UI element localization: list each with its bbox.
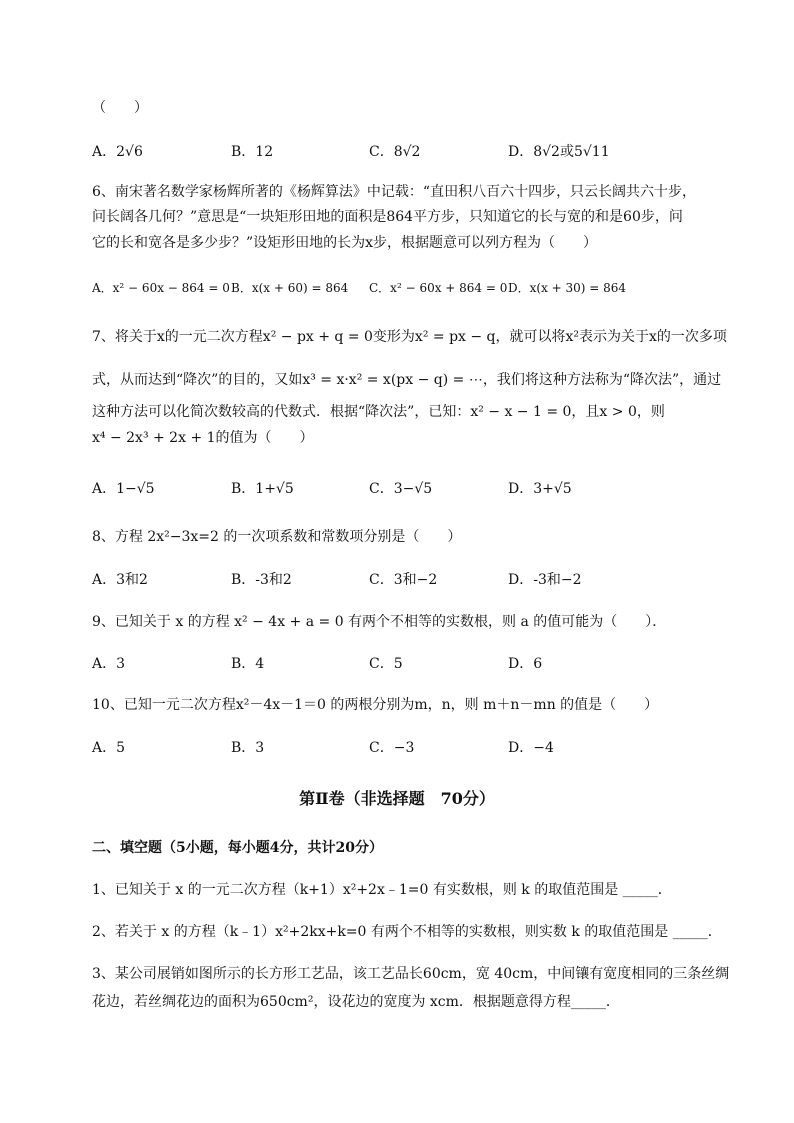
q7-text-line4: x⁴ − 2x³ + 2x + 1的值为（ ） [92,430,314,446]
fill-question-2: 2、若关于 x 的方程（k﹣1）x²+2kx+k=0 有两个不相等的实数根，则实数 k 的取值范围是 _____． [92,924,722,940]
q7-option-a[interactable]: A．1−√5 [92,481,155,497]
q6-text-line3: 它的长和宽各是多少步？”设矩形田地的长为x步，根据题意可以列方程为（ ） [92,235,598,251]
q10-text: 10、已知一元二次方程x²－4x－1＝0 的两根分别为m，n，则 m＋n－mn 的值是（ ） [92,697,659,713]
q9-option-d[interactable]: D．6 [508,656,543,672]
q9-text: 9、已知关于 x 的方程 x² − 4x + a = 0 有两个不相等的实数根，则 a 的值可能为（ ）． [92,614,667,630]
fill-question-3-line2: 花边，若丝绸花边的面积为650cm²，设花边的宽度为 xcm．根据题意得方程_____． [92,994,620,1010]
q10-option-b[interactable]: B．3 [231,740,265,756]
q10-option-d[interactable]: D．−4 [508,740,554,756]
q7-text-line3: 这种方法可以化简次数较高的代数式．根据“降次法”，已知：x² − x − 1 = 0，且x > 0，则 [92,404,665,420]
q9-option-a[interactable]: A．3 [92,656,126,672]
q6-option-b[interactable]: B．x(x + 60) = 864 [231,281,349,295]
q8-option-b[interactable]: B．-3和2 [231,572,292,588]
q8-option-a[interactable]: A．3和2 [92,572,148,588]
q8-option-d[interactable]: D．-3和−2 [508,572,582,588]
q10-option-c[interactable]: C．−3 [369,740,415,756]
q6-option-a[interactable]: A．x² − 60x − 864 = 0 [92,281,230,295]
q9-option-b[interactable]: B．4 [231,656,265,672]
q5-option-d[interactable]: D．8√2或5√11 [508,144,610,160]
q5-option-b[interactable]: B．12 [231,144,274,160]
q8-option-c[interactable]: C．3和−2 [369,572,438,588]
q6-option-c[interactable]: C．x² − 60x + 864 = 0 [369,281,508,295]
q9-option-c[interactable]: C．5 [369,656,403,672]
q6-text-line2: 问长阔各几何？”意思是“一块矩形田地的面积是864平方步，只知道它的长与宽的和是60步，问 [92,209,683,225]
q8-text: 8、方程 2x²−3x=2 的一次项系数和常数项分别是（ ） [92,529,462,545]
q10-option-a[interactable]: A．5 [92,740,126,756]
part2-title: 第Ⅱ卷（非选择题 70分） [299,789,495,808]
section-heading: 二、填空题（5小题，每小题4分，共计20分） [92,840,383,856]
q5-paren: （ ） [92,100,148,116]
q7-option-b[interactable]: B．1+√5 [231,481,294,497]
q6-option-d[interactable]: D．x(x + 30) = 864 [508,281,627,295]
fill-question-1: 1、已知关于 x 的一元二次方程（k+1）x²+2x﹣1=0 有实数根，则 k 的取值范围是 _____． [92,882,672,898]
q7-option-d[interactable]: D．3+√5 [508,481,572,497]
q5-option-c[interactable]: C．8√2 [369,144,421,160]
q7-text-line1: 7、将关于x的一元二次方程x² − px + q = 0变形为x² = px − q，就可以将x²表示为关于x的一次多项 [92,329,727,345]
fill-question-3-line1: 3、某公司展销如图所示的长方形工艺品，该工艺品长60cm，宽 40cm，中间镶有宽度相同的三条丝绸 [92,966,730,982]
q7-text-line2: 式，从而达到“降次”的目的，又如x³ = x·x² = x(px − q) = ⋯，我们将这种方法称为“降次法”，通过 [92,372,722,388]
q5-option-a[interactable]: A．2√6 [92,144,143,160]
q7-option-c[interactable]: C．3−√5 [369,481,433,497]
q6-text-line1: 6、南宋著名数学家杨辉所著的《杨辉算法》中记载：“直田积八百六十四步，只云长阔共六十步， [92,184,697,200]
